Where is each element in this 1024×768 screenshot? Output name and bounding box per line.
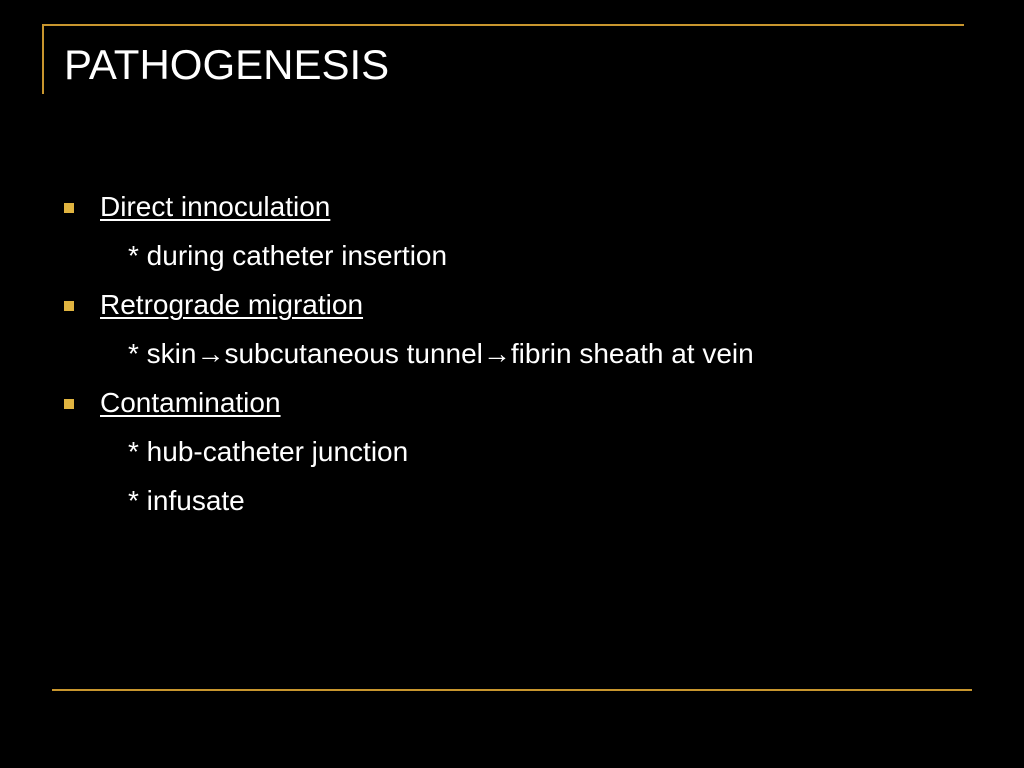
bullet-label: Contamination (100, 387, 281, 418)
bullet-list (64, 182, 964, 525)
sub-item-skin-tunnel-sheath (64, 329, 964, 378)
sub-item-text: * infusate (128, 485, 245, 516)
square-bullet-icon (64, 203, 74, 213)
square-bullet-icon (64, 301, 74, 311)
footer-rule (52, 689, 972, 691)
title-frame-top-rule (42, 24, 964, 26)
slide-title: PATHOGENESIS (64, 41, 390, 88)
bullet-label: Direct innoculation (100, 191, 331, 222)
sub-item-text: * during catheter insertion (128, 240, 448, 271)
sub-item-infusate (64, 476, 964, 525)
bullet-item-retrograde-migration (64, 280, 964, 329)
bullet-label: Retrograde migration (100, 289, 364, 320)
sub-item-during-catheter-insertion (64, 231, 964, 280)
sub-item-text: * skin→subcutaneous tunnel→fibrin sheath at vein (128, 338, 754, 369)
square-bullet-icon (64, 399, 74, 409)
bullet-item-contamination (64, 378, 964, 427)
sub-item-hub-catheter-junction (64, 427, 964, 476)
sub-item-text: * hub-catheter junction (128, 436, 409, 467)
bullet-item-direct-innoculation (64, 182, 964, 231)
title-frame-left-rule (42, 24, 44, 94)
